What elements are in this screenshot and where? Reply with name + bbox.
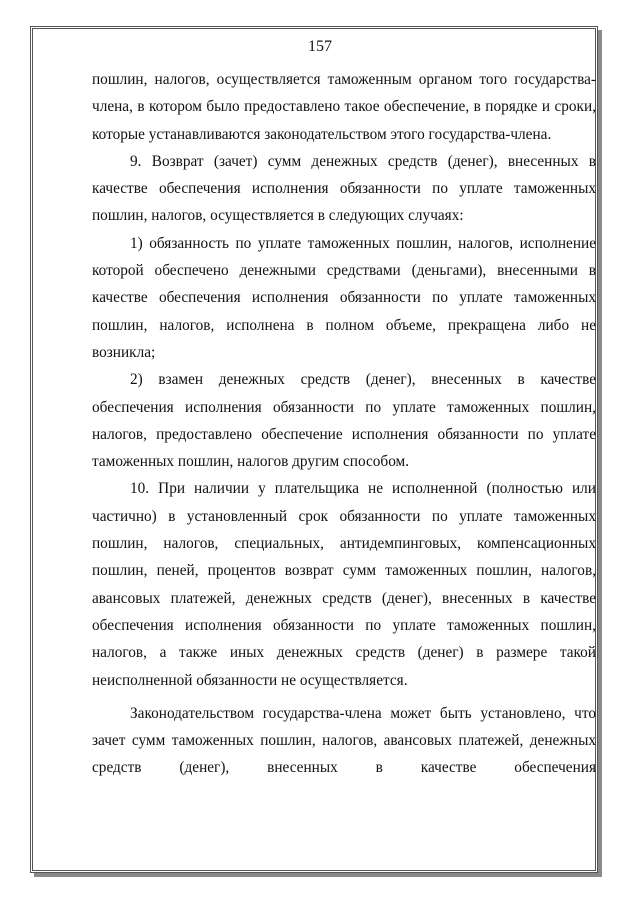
paragraph-item-10: 10. При наличии у плательщика не исполненной (полностью или частично) в установленный срок обязанности по уплате таможенных пошлин, налогов, специальных, антидемпинговых, компенсационных пошлин, пеней, процентов возврат сумм таможенных пошлин, налогов, авансовых платежей, денежных средств (денег), внесенных в качестве обеспечения исполнения обязанности по уплате таможенных пошлин, налогов, а также иных денежных средств (денег) в размере такой неисполненной обязанности не осуществляется. bbox=[92, 480, 596, 689]
paragraph-subitem-2: 2) взамен денежных средств (денег), внесенных в качестве обеспечения исполнения обязанности по уплате таможенных пошлин, налогов, предоставлено обеспечение исполнения обязанности по уплате таможенных пошлин, налогов другим способом. bbox=[92, 371, 596, 471]
paragraph-continuation: пошлин, налогов, осуществляется таможенным органом того государства-члена, в котором было предоставлено такое обеспечение, в порядке и сроки, которые устанавливаются законодательством этого государства-члена. bbox=[92, 71, 596, 143]
paragraph-item-9: 9. Возврат (зачет) сумм денежных средств (денег), внесенных в качестве обеспечения исполнения обязанности по уплате таможенных пошлин, налогов, осуществляется в следующих случаях: bbox=[92, 152, 596, 225]
paragraph-legislation: Законодательством государства-члена может быть установлено, что зачет сумм таможенных пошлин, налогов, авансовых платежей, денежных средств (денег), внесенных в качестве обеспечения bbox=[92, 704, 596, 777]
page-number: 157 bbox=[308, 38, 332, 55]
paragraph-subitem-1: 1) обязанность по уплате таможенных пошлин, налогов, исполнение которой обеспечено денежными средствами (деньгами), внесенными в качестве обеспечения исполнения обязанности по уплате таможенных пошлин, налогов, исполнена в полном объеме, прекращена либо не возникла; bbox=[92, 234, 596, 361]
document-body bbox=[92, 66, 596, 782]
